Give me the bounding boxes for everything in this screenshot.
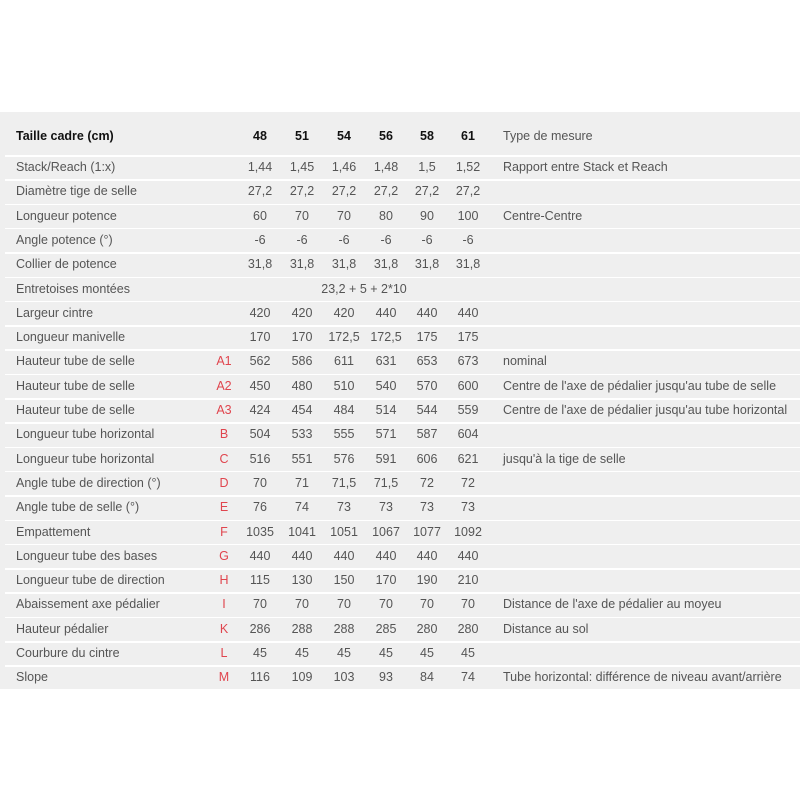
row-letter-marker: K [219,621,229,636]
row-label: Longueur potence [16,208,117,223]
row-value-size-56: -6 [380,232,392,247]
table-row [0,398,800,422]
table-row [0,665,800,689]
row-label: Largeur cintre [16,305,94,320]
row-value-size-48: 170 [249,330,271,345]
row-value-size-61: 72 [461,475,475,490]
row-value-size-58: 440 [416,305,438,320]
row-value-size-61: 1,52 [455,160,481,174]
row-value-size-56: 71,5 [373,475,399,490]
row-value-size-54: 172,5 [328,330,360,345]
row-label: Angle tube de direction (°) [16,475,161,490]
row-label: Hauteur tube de selle [16,354,135,369]
row-value-size-56: 285 [375,621,397,636]
row-value-size-58: -6 [421,232,433,247]
row-value-size-58: 175 [416,330,438,345]
row-value-size-48: 424 [249,403,271,417]
row-value-size-58: 72 [420,475,434,490]
table-row [0,520,800,544]
row-value-size-61: 74 [461,670,475,685]
row-value-size-61: 175 [457,330,479,345]
row-value-size-61: 440 [457,548,479,563]
row-value-size-48: 562 [249,354,271,369]
row-value-size-54: 555 [333,427,355,442]
row-value-size-51: 288 [291,621,313,636]
row-label: Abaissement axe pédalier [16,597,160,612]
row-value-size-48: 1035 [246,524,274,539]
row-value-size-61: 100 [457,208,479,223]
row-label: Entretoises montées [16,281,130,296]
row-value-size-58: 1077 [413,524,441,539]
row-value-size-56: 440 [375,305,397,320]
table-row [0,544,800,568]
row-value-size-61: 280 [457,621,479,636]
table-row [0,301,800,325]
row-description: Distance au sol [503,621,589,636]
row-value-size-48: -6 [254,232,266,247]
row-value-size-51: 551 [291,451,313,466]
table-row [0,228,800,252]
row-description: Centre de l'axe de pédalier jusqu'au tube horizontal [503,403,788,417]
row-description: nominal [503,354,547,369]
row-letter-marker: G [219,548,229,563]
row-value-size-58: 653 [416,354,438,369]
row-value-size-48: 116 [250,670,270,685]
row-value-size-58: 27,2 [414,184,440,199]
row-label: Longueur tube horizontal [16,427,155,442]
row-value-size-58: 440 [416,548,438,563]
row-value-size-61: 1092 [454,524,482,539]
row-value-size-48: 70 [253,597,267,612]
row-value-size-48: 115 [250,573,270,588]
row-label: Collier de potence [16,257,117,272]
row-label: Angle tube de selle (°) [16,500,140,515]
table-row [0,155,800,179]
row-value-size-48: 70 [253,475,267,490]
row-value-size-61: -6 [462,232,474,247]
row-value-size-56: 1,48 [373,160,399,174]
header-size-56: 56 [379,129,393,143]
row-description: Centre-Centre [503,208,583,223]
row-value-size-56: 80 [379,208,393,223]
row-value-size-51: 71 [295,475,309,490]
row-value-size-58: 570 [416,378,438,393]
row-value-size-54: 440 [333,548,355,563]
row-value-size-56: 631 [375,354,397,369]
row-value-size-51: 440 [291,548,313,563]
row-label: Longueur manivelle [16,330,126,345]
row-value-size-54: 1051 [330,524,358,539]
row-value-size-48: 420 [249,305,271,320]
row-label: Stack/Reach (1:x) [16,160,116,174]
table-row [0,568,800,592]
row-value-size-58: 84 [420,670,434,685]
row-value-size-51: 45 [295,646,309,660]
row-value-size-56: 70 [379,597,393,612]
row-value-size-54: -6 [338,232,350,247]
row-value-size-58: 45 [420,646,434,660]
header-size-54: 54 [337,129,351,143]
row-value-size-61: 621 [457,451,479,466]
header-measure-type: Type de mesure [503,129,593,143]
row-label: Longueur tube de direction [16,573,165,588]
table-row [0,422,800,446]
row-value-size-54: 576 [333,451,355,466]
row-letter-marker: H [219,573,229,588]
table-row [0,374,800,398]
row-value-size-54: 288 [333,621,355,636]
row-value-size-48: 504 [249,427,271,442]
table-row [0,471,800,495]
row-letter-marker: C [219,451,229,466]
row-letter-marker: L [220,646,228,660]
row-value-size-51: 70 [295,597,309,612]
row-value-size-51: -6 [296,232,308,247]
row-value-size-54: 510 [333,378,355,393]
row-value-size-56: 1067 [372,524,400,539]
table-row [0,277,800,301]
table-row [0,204,800,228]
geometry-table [0,112,800,689]
row-value-size-48: 516 [249,451,271,466]
row-value-size-51: 31,8 [289,257,315,272]
row-value-size-56: 170 [375,573,397,588]
row-value-size-61: 45 [461,646,475,660]
row-letter-marker: A2 [216,378,232,393]
row-description: Tube horizontal: différence de niveau avant/arrière [503,670,782,685]
row-letter-marker: F [220,524,228,539]
row-value-size-48: 450 [249,378,271,393]
row-value-size-51: 1,45 [289,160,315,174]
row-letter-marker: E [219,500,229,515]
row-value-size-54: 150 [333,573,355,588]
row-value-size-61: 604 [457,427,479,442]
row-label: Diamètre tige de selle [16,184,137,199]
row-value-size-58: 1,5 [418,160,436,174]
row-value-size-54: 70 [337,597,351,612]
row-value-size-56: 440 [375,548,397,563]
row-value-size-48: 45 [253,646,267,660]
row-value-size-56: 172,5 [370,330,402,345]
row-value-size-61: 31,8 [455,257,481,272]
row-value-size-56: 571 [375,427,397,442]
row-value-size-58: 31,8 [414,257,440,272]
row-value-size-58: 90 [420,208,434,223]
row-value-size-54: 1,46 [331,160,357,174]
row-value-size-58: 544 [416,403,438,417]
row-value-size-54: 70 [337,208,351,223]
row-value-size-48: 286 [249,621,271,636]
row-value-size-56: 31,8 [373,257,399,272]
row-label: Angle potence (°) [16,232,113,247]
row-value-size-51: 109 [291,670,313,685]
row-value-size-54: 484 [333,403,355,417]
row-value-size-58: 606 [416,451,438,466]
table-row [0,252,800,276]
row-value-size-58: 190 [416,573,438,588]
row-value-size-51: 130 [291,573,313,588]
row-value-size-54: 31,8 [331,257,357,272]
row-value-size-54: 71,5 [331,475,357,490]
row-value-size-51: 170 [291,330,313,345]
table-row [0,617,800,641]
table-row [0,325,800,349]
row-letter-marker: M [218,670,230,685]
row-value-size-51: 420 [291,305,313,320]
row-letter-marker: I [222,597,226,612]
row-value-size-61: 559 [457,403,479,417]
table-row [0,495,800,519]
row-letter-marker: A1 [216,354,232,369]
row-value-size-54: 27,2 [331,184,357,199]
row-spanning-value: 23,2 + 5 + 2*10 [321,281,407,296]
row-value-size-56: 591 [375,451,397,466]
row-value-size-51: 27,2 [289,184,315,199]
row-label: Longueur tube horizontal [16,451,155,466]
row-letter-marker: A3 [216,403,232,417]
row-value-size-56: 27,2 [373,184,399,199]
row-value-size-54: 73 [337,500,351,515]
row-value-size-58: 73 [420,500,434,515]
row-label: Longueur tube des bases [16,548,158,563]
row-value-size-51: 74 [295,500,309,515]
row-value-size-51: 454 [291,403,313,417]
row-value-size-48: 1,44 [247,160,273,174]
row-value-size-56: 93 [379,670,393,685]
row-value-size-61: 73 [461,500,475,515]
header-size-58: 58 [420,129,434,143]
row-letter-marker: B [219,427,229,442]
row-label: Empattement [16,524,91,539]
row-value-size-51: 70 [295,208,309,223]
table-header-row [0,112,800,155]
row-value-size-61: 27,2 [455,184,481,199]
row-label: Hauteur tube de selle [16,378,135,393]
row-value-size-61: 70 [461,597,475,612]
row-letter-marker: D [219,475,229,490]
row-label: Hauteur tube de selle [16,403,135,417]
row-description: Distance de l'axe de pédalier au moyeu [503,597,722,612]
row-value-size-56: 45 [379,646,393,660]
row-value-size-51: 1041 [288,524,316,539]
row-value-size-48: 76 [253,500,267,515]
row-value-size-61: 673 [457,354,479,369]
row-label: Slope [16,670,48,685]
row-value-size-56: 540 [375,378,397,393]
table-row [0,349,800,373]
row-value-size-54: 420 [333,305,355,320]
row-value-size-48: 27,2 [247,184,273,199]
row-value-size-54: 45 [337,646,351,660]
row-value-size-51: 586 [291,354,313,369]
row-value-size-54: 103 [333,670,355,685]
row-label: Hauteur pédalier [16,621,109,636]
header-size-51: 51 [295,129,309,143]
header-size-48: 48 [253,129,267,143]
row-value-size-61: 600 [457,378,479,393]
row-value-size-51: 480 [291,378,313,393]
row-value-size-58: 70 [420,597,434,612]
row-description: Rapport entre Stack et Reach [503,160,668,174]
row-value-size-48: 31,8 [247,257,273,272]
row-value-size-58: 587 [416,427,438,442]
table-row [0,592,800,616]
header-size-61: 61 [461,129,475,143]
row-value-size-54: 611 [334,354,354,369]
row-value-size-51: 533 [291,427,313,442]
row-value-size-48: 440 [249,548,271,563]
table-row [0,447,800,471]
row-description: Centre de l'axe de pédalier jusqu'au tube de selle [503,378,777,393]
row-description: jusqu'à la tige de selle [503,451,626,466]
row-value-size-61: 210 [457,573,479,588]
row-value-size-61: 440 [457,305,479,320]
row-value-size-48: 60 [253,208,267,223]
header-frame-size-label: Taille cadre (cm) [16,129,114,143]
row-value-size-58: 280 [416,621,438,636]
row-value-size-56: 514 [375,403,397,417]
row-label: Courbure du cintre [16,646,120,660]
table-row [0,641,800,665]
table-row [0,179,800,203]
row-value-size-56: 73 [379,500,393,515]
